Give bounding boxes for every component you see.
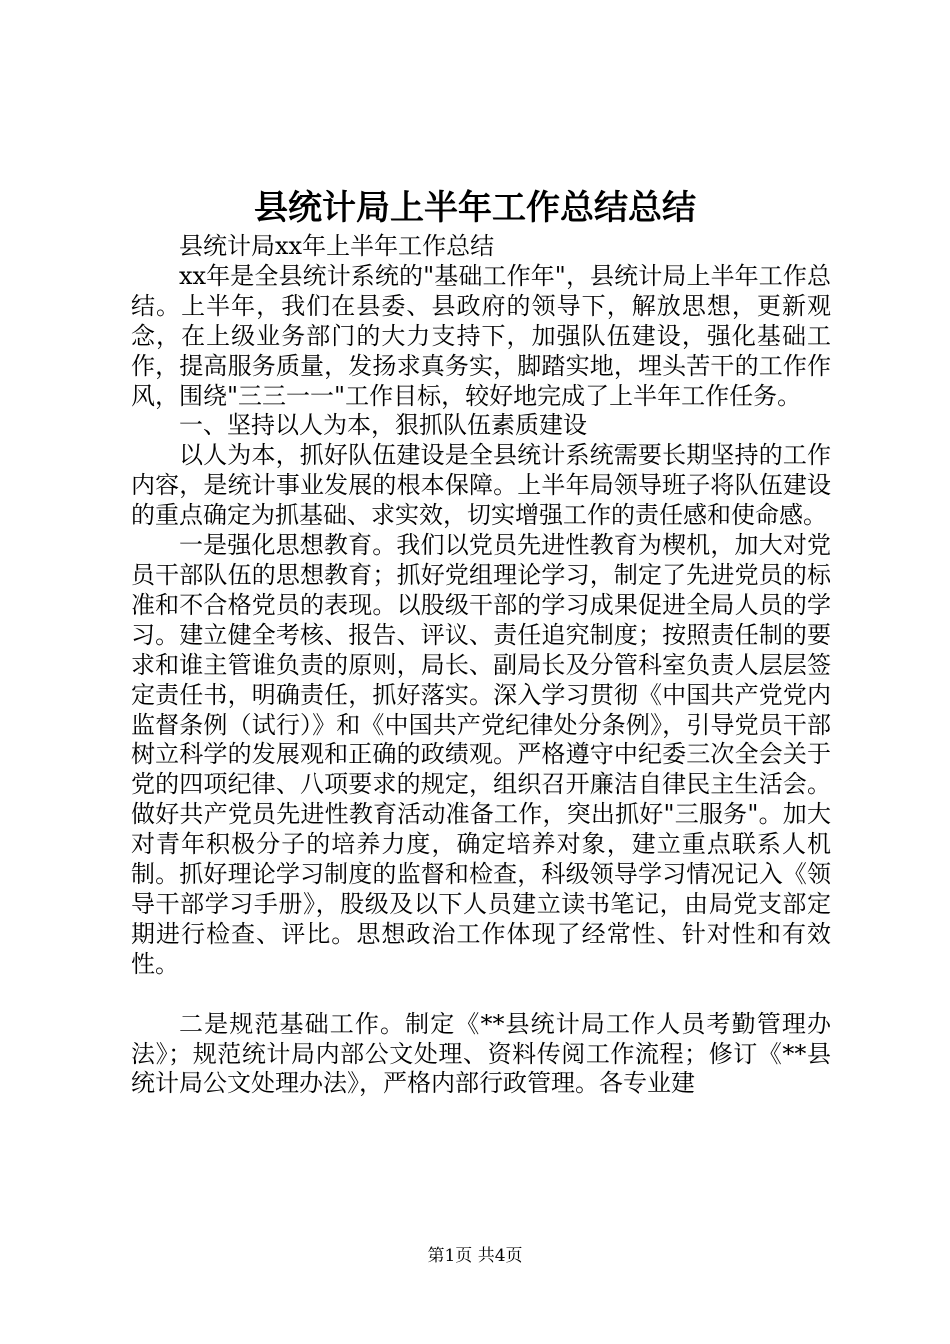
body-paragraph: 一是强化思想教育。我们以党员先进性教育为楔机，加大对党员干部队伍的思想教育；抓好党组理论学习，制定了先进党员的标准和不合格党员的表现。以股级干部的学习成果促进全局人员的学习。建立健全考核、报告、评议、责任追究制度；按照责任制的要求和谁主管谁负责的原则，局长、副局长及分管科室负责人层层签定责任书，明确责任，抓好落实。深入学习贯彻《中国共产党党内监督条例（试行）》和《中国共产党纪律处分条例》，引导党员干部树立科学的发展观和正确的政绩观。严格遵守中纪委三次全会关于党的四项纪律、八项要求的规定，组织召开廉洁自律民主生活会。做好共产党员先进性教育活动准备工作，突出抓好"三服务"。加大对青年积极分子的培养力度，确定培养对象，建立重点联系人机制。抓好理论学习制度的监督和检查，科级领导学习情况记入《领导干部学习手册》，股级及以下人员建立读书笔记，由局党支部定期进行检查、评比。思想政治工作体现了经常性、针对性和有效性。 xyxy=(131,531,831,978)
page-footer: 第1页 共4页 xyxy=(427,1246,523,1266)
intro-paragraph: xx年是全县统计系统的"基础工作年"，县统计局上半年工作总结。上半年，我们在县委、县政府的领导下，解放思想，更新观念，在上级业务部门的大力支持下，加强队伍建设，强化基础工作，提高服务质量，发扬求真务实，脚踏实地，埋头苦干的工作作风，围绕"三三一一"工作目标，较好地完成了上半年工作任务。 xyxy=(131,261,831,410)
body-paragraph: 以人为本，抓好队伍建设是全县统计系统需要长期坚持的工作内容，是统计事业发展的根本保障。上半年局领导班子将队伍建设的重点确定为抓基础、求实效，切实增强工作的责任感和使命感。 xyxy=(131,441,831,530)
document-body xyxy=(131,232,831,1099)
section-heading: 一、坚持以人为本，狠抓队伍素质建设 xyxy=(179,411,587,440)
subtitle-paragraph: 县统计局xx年上半年工作总结 xyxy=(179,232,495,260)
body-paragraph: 二是规范基础工作。制定《**县统计局工作人员考勤管理办法》；规范统计局内部公文处理、资料传阅工作流程；修订《**县统计局公文处理办法》，严格内部行政管理。各专业建 xyxy=(131,1009,831,1098)
document-title: 县统计局上半年工作总结总结 xyxy=(254,188,696,228)
